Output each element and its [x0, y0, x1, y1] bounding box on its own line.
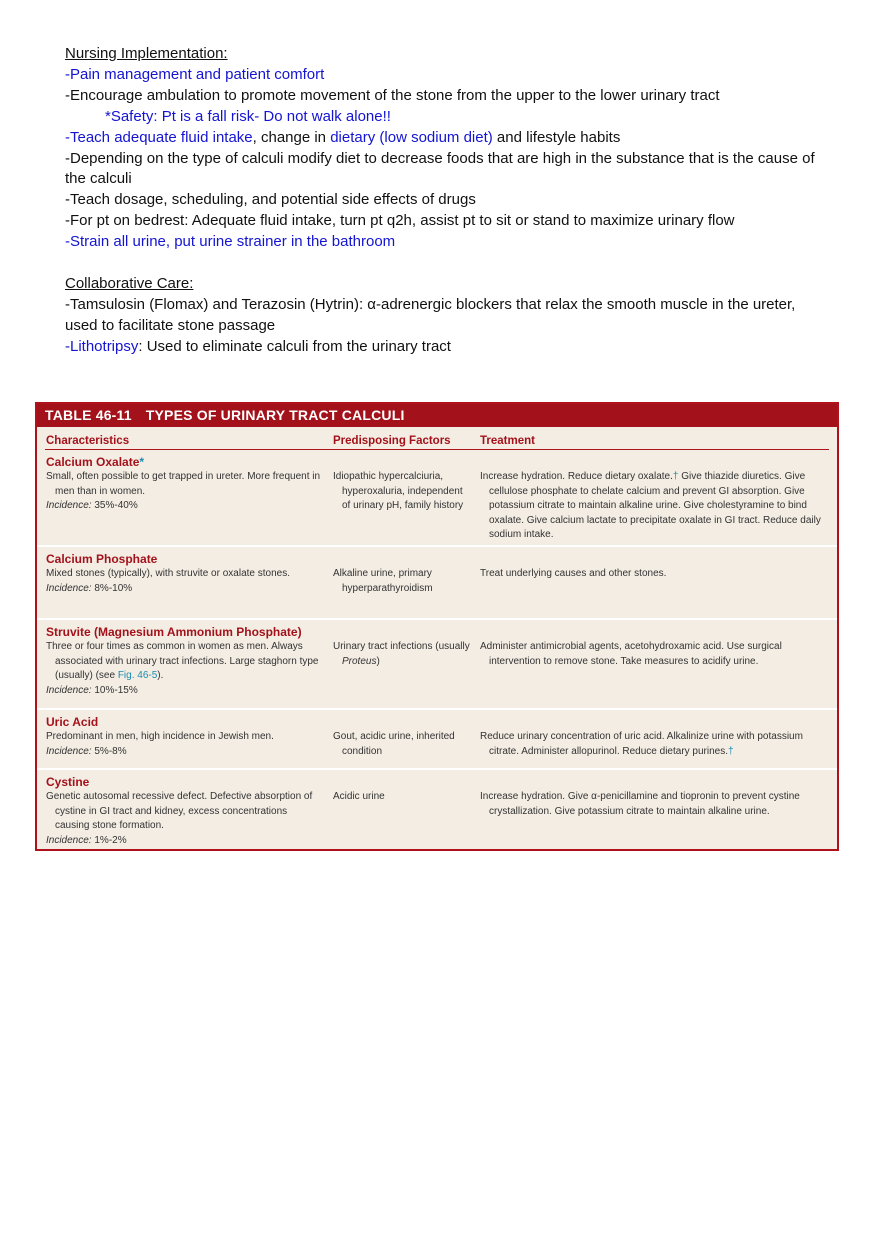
table-number: TABLE 46-11: [45, 407, 132, 423]
col-predisposing: Predisposing Factors: [333, 435, 451, 447]
note-diet: dietary (low sodium diet): [330, 128, 493, 146]
row-incidence: Incidence: 35%-40%: [46, 500, 138, 511]
row-treatment: Reduce urinary concentration of uric acid. Alkalinize urine with potassium citrate. Administer allopurinol. Reduce dietary purines.†: [480, 731, 803, 757]
note-lithotripsy-desc: : Used to eliminate calculi from the urinary tract: [138, 337, 451, 355]
table-column-headers: [45, 427, 829, 450]
collaborative-care-heading: Collaborative Care:: [65, 274, 194, 292]
table-row: [37, 620, 837, 710]
row-incidence: Incidence: 10%-15%: [46, 684, 138, 696]
table-row: [37, 710, 837, 770]
row-factors: Acidic urine: [333, 791, 385, 802]
table-row: [37, 770, 837, 854]
row-description: Genetic autosomal recessive defect. Defective absorption of cystine in GI tract and kidney, excess concentrations causing stone formation.: [46, 791, 313, 831]
calculi-table: [35, 402, 839, 851]
row-treatment: Treat underlying causes and other stones.: [480, 568, 667, 579]
col-treatment: Treatment: [480, 435, 535, 447]
row-factors: Idiopathic hypercalciuria, hyperoxaluria, independent of urinary pH, family history: [333, 471, 464, 511]
row-title: Struvite (Magnesium Ammonium Phosphate): [46, 625, 302, 639]
note-teach-dosage: -Teach dosage, scheduling, and potential side effects of drugs: [65, 191, 476, 209]
note-fluid-diet: [65, 128, 825, 149]
note-lifestyle: and lifestyle habits: [492, 128, 621, 146]
row-title: Calcium Oxalate*: [46, 455, 145, 469]
note-bedrest: -For pt on bedrest: Adequate fluid intake, turn pt q2h, assist pt to sit or stand to maximize urinary flow: [65, 212, 735, 230]
note-modify-diet: -Depending on the type of calculi modify diet to decrease foods that are high in the substance that is the cause of the calculi: [65, 149, 815, 188]
row-treatment: Increase hydration. Reduce dietary oxalate.† Give thiazide diuretics. Give cellulose phosphate to chelate calcium and prevent GI absorption. Give potassium citrate to maintain alkaline urine. Give cholestyramine to bind oxalate. Give calcium lactate to precipitate oxalate in GI tract. Reduce daily sodium intake.: [480, 471, 821, 540]
row-factors: Urinary tract infections (usually Proteus): [333, 641, 470, 667]
note-fluid-intake: -Teach adequate fluid intake: [65, 128, 253, 146]
note-safety: *Safety: Pt is a fall risk- Do not walk alone!!: [105, 107, 391, 125]
row-title: Cystine: [46, 775, 90, 789]
table-row: [37, 547, 837, 620]
row-title: Calcium Phosphate: [46, 552, 158, 566]
row-description: Predominant in men, high incidence in Jewish men.: [46, 731, 274, 742]
note-lithotripsy: [65, 337, 825, 358]
note-strain-urine: -Strain all urine, put urine strainer in the bathroom: [65, 233, 396, 251]
row-title: Uric Acid: [46, 715, 99, 729]
nursing-implementation-heading: Nursing Implementation:: [65, 45, 228, 62]
row-factors: Gout, acidic urine, inherited condition: [333, 731, 455, 757]
row-incidence: Incidence: 1%-2%: [46, 834, 127, 846]
note-fluid-sep: , change in: [252, 128, 331, 146]
row-factors: Alkaline urine, primary hyperparathyroidism: [333, 568, 433, 594]
row-incidence: Incidence: 5%-8%: [46, 745, 127, 757]
row-description: Small, often possible to get trapped in ureter. More frequent in men than in women.: [46, 471, 321, 497]
note-tamsulosin: -Tamsulosin (Flomax) and Terazosin (Hytrin): α-adrenergic blockers that relax the smooth muscle in the ureter, used to facilitate stone passage: [65, 295, 796, 334]
table-header-bar: [37, 404, 837, 427]
col-characteristics: Characteristics: [46, 435, 130, 447]
note-lithotripsy-term: -Lithotripsy: [65, 337, 139, 355]
notes-section: [65, 44, 825, 358]
row-treatment: Increase hydration. Give α-penicillamine and tiopronin to prevent cystine crystallization. Give potassium citrate to maintain alkaline urine.: [480, 791, 800, 817]
row-treatment: Administer antimicrobial agents, acetohydroxamic acid. Use surgical intervention to remove stone. Take measures to acidify urine.: [480, 641, 782, 667]
table-title: TYPES OF URINARY TRACT CALCULI: [145, 407, 405, 423]
row-description: Three or four times as common in women as men. Always associated with urinary tract infections. Large staghorn type (usually) (see Fig. 46-5).: [46, 641, 319, 681]
row-description: Mixed stones (typically), with struvite or oxalate stones.: [46, 568, 290, 579]
note-pain-management: -Pain management and patient comfort: [65, 65, 325, 83]
note-ambulation: -Encourage ambulation to promote movement of the stone from the upper to the lower urinary tract: [65, 86, 720, 104]
row-incidence: Incidence: 8%-10%: [46, 582, 133, 594]
table-row: [37, 450, 837, 547]
